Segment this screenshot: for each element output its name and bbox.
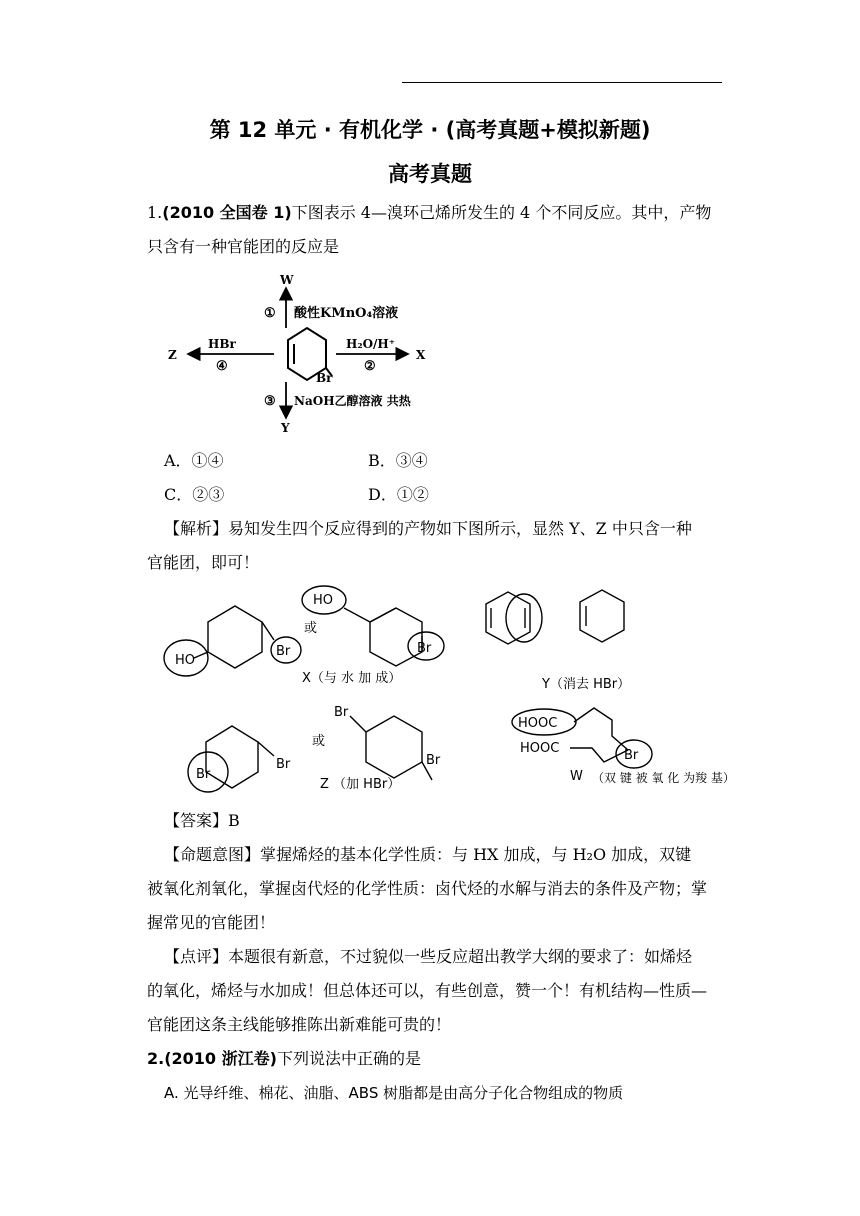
intent-line1: 【命题意图】掌握烯烃的基本化学性质：与 HX 加成，与 H₂O 加成，双键 bbox=[164, 845, 692, 864]
z2-br-label-2: Br bbox=[426, 753, 441, 768]
comment-line3: 官能团这条主线能够推陈出新难能可贵的！ bbox=[147, 1015, 452, 1034]
q2-number: 2. bbox=[147, 1049, 165, 1068]
q1-source: (2010 全国卷 1) bbox=[162, 203, 292, 222]
x-ring-2 bbox=[344, 608, 422, 666]
scheme-circle-1: ① bbox=[264, 306, 276, 321]
intent-line3: 握常见的官能团！ bbox=[147, 913, 276, 932]
product-x-label: X bbox=[416, 348, 426, 362]
q2-option-a: A. 光导纤维、棉花、油脂、ABS 树脂都是由高分子化合物组成的物质 bbox=[164, 1084, 624, 1102]
z-br-label-2: Br bbox=[276, 757, 291, 772]
product-structures bbox=[150, 584, 770, 800]
q2-source: (2010 浙江卷) bbox=[164, 1049, 277, 1068]
y-caption: Y（消去 HBr） bbox=[542, 677, 631, 692]
comment-line2: 的氧化，烯烃与水加成！但总体还可以，有些创意，赞一个！有机结构—性质— bbox=[147, 981, 708, 1000]
option-a: A．①④ bbox=[164, 451, 224, 470]
comment-line1: 【点评】本题很有新意，不过貌似一些反应超出教学大纲的要求了：如烯烃 bbox=[164, 947, 693, 966]
q2-stem-text: 下列说法中正确的是 bbox=[276, 1049, 421, 1068]
x2-ho-label: HO bbox=[313, 593, 334, 608]
reagent-3: NaOH乙醇溶液 共热 bbox=[294, 394, 411, 408]
or-label-2: 或 bbox=[312, 734, 326, 749]
x-caption: X（与 水 加 成） bbox=[302, 671, 402, 686]
w-hooc-label-1: HOOC bbox=[518, 716, 558, 731]
w-note: （双 键 被 氧 化 为羧 基） bbox=[592, 771, 735, 785]
answer: 【答案】B bbox=[164, 811, 240, 830]
w-hooc-label-2: HOOC bbox=[520, 741, 560, 756]
q2-stem bbox=[147, 1042, 421, 1076]
section-title: 高考真题 bbox=[388, 162, 472, 186]
w-br-label: Br bbox=[624, 748, 639, 763]
y-ring-1 bbox=[486, 592, 530, 644]
z-ring-1 bbox=[206, 726, 258, 788]
x-ring-1 bbox=[208, 606, 262, 668]
or-label-1: 或 bbox=[304, 621, 318, 636]
analysis-line2: 官能团，即可！ bbox=[147, 553, 260, 572]
option-d: D．①② bbox=[368, 485, 429, 504]
scheme-circle-4: ④ bbox=[216, 359, 228, 374]
z-br-label-1: Br bbox=[196, 767, 211, 782]
reagent-4: HBr bbox=[208, 337, 236, 351]
q1-number: 1. bbox=[147, 203, 163, 222]
reagent-2: H₂O/H⁺ bbox=[346, 337, 396, 351]
q1-stem-line1 bbox=[147, 196, 711, 230]
option-b: B．③④ bbox=[368, 451, 428, 470]
x-br-label: Br bbox=[276, 644, 291, 659]
z-caption: Z （加 HBr） bbox=[320, 777, 401, 792]
product-w-label: W bbox=[280, 273, 294, 287]
x-ho-label: HO bbox=[175, 653, 196, 668]
product-z-label: Z bbox=[168, 348, 177, 362]
product-y-label: Y bbox=[281, 421, 290, 435]
scheme-circle-3: ③ bbox=[264, 394, 276, 409]
analysis-line1: 【解析】易知发生四个反应得到的产物如下图所示，显然 Y、Z 中只含一种 bbox=[164, 519, 692, 538]
header-rule bbox=[402, 82, 722, 83]
q1-stem-line2: 只含有一种官能团的反应是 bbox=[147, 237, 340, 256]
w-caption: W bbox=[570, 769, 583, 784]
scheme-circle-2: ② bbox=[364, 359, 376, 374]
reaction-scheme bbox=[160, 268, 460, 438]
intent-line2: 被氧化剂氧化，掌握卤代烃的化学性质：卤代烃的水解与消去的条件及产物；掌 bbox=[147, 879, 708, 898]
x2-br-label: Br bbox=[417, 641, 432, 656]
z2-br-label-1: Br bbox=[334, 705, 349, 720]
option-c: C．②③ bbox=[164, 485, 225, 504]
scheme-br: Br bbox=[316, 371, 333, 385]
reagent-1: 酸性KMnO₄溶液 bbox=[294, 306, 399, 321]
q1-stem-text: 下图表示 4—溴环己烯所发生的 4 个不同反应。其中，产物 bbox=[291, 203, 712, 222]
z-ring-2 bbox=[366, 716, 422, 778]
page-title: 第 12 单元 · 有机化学 · (高考真题+模拟新题) bbox=[209, 118, 651, 142]
